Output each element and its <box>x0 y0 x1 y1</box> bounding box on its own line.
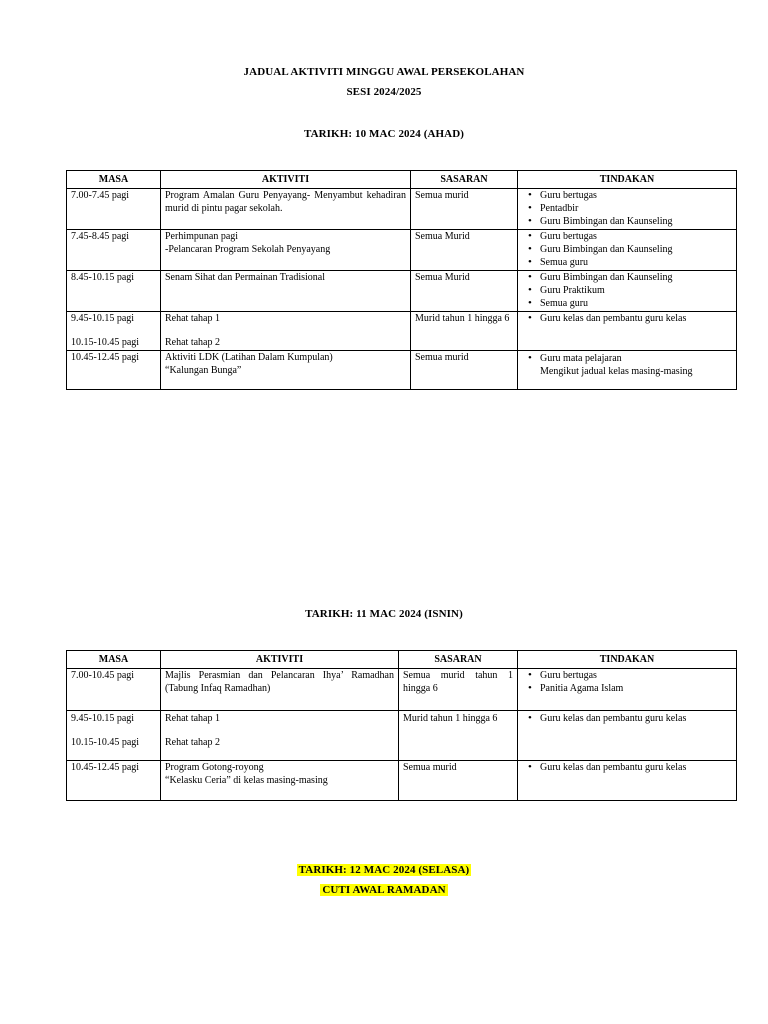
masa-cell <box>67 351 161 390</box>
highlighted-holiday: CUTI AWAL RAMADAN <box>322 884 446 896</box>
activity-text: Perhimpunan pagi <box>165 231 239 242</box>
masa-cell <box>67 761 161 801</box>
sasaran-cell <box>399 761 518 801</box>
action-list <box>522 712 732 725</box>
masa-cell <box>67 271 161 312</box>
tindakan-cell <box>518 669 737 711</box>
time-text: 10.15-10.45 pagi <box>71 337 140 348</box>
aktiviti-cell <box>161 351 411 390</box>
day1-date-heading: TARIKH: 10 MAC 2024 (AHAD) <box>303 128 465 140</box>
list-item: • Guru bertugas <box>540 230 732 243</box>
sasaran-cell <box>411 351 518 390</box>
sasaran-cell <box>411 312 518 351</box>
list-item: • Guru Bimbingan dan Kaunseling <box>540 215 732 228</box>
masa-cell <box>67 189 161 230</box>
table-header-row <box>67 651 737 669</box>
time-text: 8.45-10.15 pagi <box>71 272 135 283</box>
column-header-masa: MASA <box>67 651 161 669</box>
document-title: JADUAL AKTIVITI MINGGU AWAL PERSEKOLAHAN <box>243 66 525 78</box>
column-header-aktiviti: AKTIVITI <box>161 171 411 189</box>
list-item: • Guru kelas dan pembantu guru kelas <box>540 761 732 774</box>
sasaran-cell <box>411 230 518 271</box>
tindakan-cell <box>518 711 737 761</box>
list-item: • Guru bertugas <box>540 189 732 202</box>
aktiviti-cell <box>161 761 399 801</box>
action-list <box>522 230 732 269</box>
sasaran-cell <box>399 669 518 711</box>
tindakan-cell <box>518 271 737 312</box>
day1-schedule-table <box>66 170 737 390</box>
column-header-tindakan: TINDAKAN <box>518 171 737 189</box>
action-list <box>522 271 732 310</box>
target-text: Semua murid tahun 1 hingga 6 <box>403 670 513 694</box>
masa-cell <box>67 230 161 271</box>
table-row <box>67 711 737 761</box>
action-list <box>522 312 732 325</box>
activity-text: Aktiviti LDK (Latihan Dalam Kumpulan) <box>165 352 333 363</box>
target-text: Murid tahun 1 hingga 6 <box>415 313 510 324</box>
time-text: 10.45-12.45 pagi <box>71 762 140 773</box>
activity-text: “Kelasku Ceria” di kelas masing-masing <box>165 775 328 786</box>
target-text: Semua murid <box>403 762 457 773</box>
masa-cell <box>67 669 161 711</box>
activity-text: -Pelancaran Program Sekolah Penyayang <box>165 244 331 255</box>
target-text: Murid tahun 1 hingga 6 <box>403 713 498 724</box>
activity-text: Senam Sihat dan Permainan Tradisional <box>165 272 325 283</box>
aktiviti-cell <box>161 669 399 711</box>
activity-text: Rehat tahap 2 <box>165 337 220 348</box>
aktiviti-cell <box>161 230 411 271</box>
action-note: Mengikut jadual kelas masing-masing <box>540 366 693 377</box>
target-text: Semua Murid <box>415 231 470 242</box>
table-row <box>67 271 737 312</box>
activity-text: Majlis Perasmian dan Pelancaran Ihya’ Ramadhan (Tabung Infaq Ramadhan) <box>165 670 394 694</box>
masa-cell <box>67 312 161 351</box>
action-list <box>522 189 732 228</box>
time-text: 9.45-10.15 pagi <box>71 713 135 724</box>
time-text: 7.45-8.45 pagi <box>71 231 130 242</box>
column-header-sasaran: SASARAN <box>399 651 518 669</box>
table-row <box>67 230 737 271</box>
list-item: • Guru Bimbingan dan Kaunseling <box>540 271 732 284</box>
aktiviti-cell <box>161 271 411 312</box>
day2-schedule-table <box>66 650 737 801</box>
time-text: 10.45-12.45 pagi <box>71 352 140 363</box>
table-row <box>67 669 737 711</box>
list-item: • Pentadbir <box>540 202 732 215</box>
tindakan-cell <box>518 230 737 271</box>
day3-date-heading <box>0 864 768 876</box>
tindakan-cell <box>518 351 737 390</box>
list-item: • Guru kelas dan pembantu guru kelas <box>540 712 732 725</box>
time-text: 10.15-10.45 pagi <box>71 737 140 748</box>
activity-text: Rehat tahap 2 <box>165 737 220 748</box>
time-text: 9.45-10.15 pagi <box>71 313 135 324</box>
target-text: Semua Murid <box>415 272 470 283</box>
action-list <box>522 761 732 774</box>
list-item: • Guru mata pelajaran <box>540 352 732 365</box>
table-header-row <box>67 171 737 189</box>
tindakan-cell <box>518 189 737 230</box>
list-item: • Guru Praktikum <box>540 284 732 297</box>
activity-text: Rehat tahap 1 <box>165 713 220 724</box>
session-title: SESI 2024/2025 <box>346 86 422 98</box>
holiday-note <box>0 884 768 896</box>
list-item: • Semua guru <box>540 297 732 310</box>
sasaran-cell <box>399 711 518 761</box>
column-header-aktiviti: AKTIVITI <box>161 651 399 669</box>
sasaran-cell <box>411 189 518 230</box>
activity-text: “Kalungan Bunga” <box>165 365 242 376</box>
list-item: • Semua guru <box>540 256 732 269</box>
highlighted-date: TARIKH: 12 MAC 2024 (SELASA) <box>298 864 470 876</box>
action-list <box>522 669 732 695</box>
column-header-sasaran: SASARAN <box>411 171 518 189</box>
table-row <box>67 761 737 801</box>
masa-cell <box>67 711 161 761</box>
aktiviti-cell <box>161 189 411 230</box>
activity-text: Program Gotong-royong <box>165 762 264 773</box>
table-row <box>67 189 737 230</box>
target-text: Semua murid <box>415 352 469 363</box>
action-list <box>522 352 732 365</box>
target-text: Semua murid <box>415 190 469 201</box>
table-row <box>67 351 737 390</box>
list-item: • Guru bertugas <box>540 669 732 682</box>
list-item: • Panitia Agama Islam <box>540 682 732 695</box>
activity-text: Program Amalan Guru Penyayang- Menyambut kehadiran murid di pintu pagar sekolah. <box>165 190 406 214</box>
aktiviti-cell <box>161 711 399 761</box>
column-header-masa: MASA <box>67 171 161 189</box>
time-text: 7.00-7.45 pagi <box>71 190 130 201</box>
day2-date-heading: TARIKH: 11 MAC 2024 (ISNIN) <box>305 608 463 620</box>
tindakan-cell <box>518 312 737 351</box>
activity-text: Rehat tahap 1 <box>165 313 220 324</box>
table-row <box>67 312 737 351</box>
tindakan-cell <box>518 761 737 801</box>
column-header-tindakan: TINDAKAN <box>518 651 737 669</box>
aktiviti-cell <box>161 312 411 351</box>
list-item: • Guru Bimbingan dan Kaunseling <box>540 243 732 256</box>
time-text: 7.00-10.45 pagi <box>71 670 135 681</box>
list-item: • Guru kelas dan pembantu guru kelas <box>540 312 732 325</box>
sasaran-cell <box>411 271 518 312</box>
